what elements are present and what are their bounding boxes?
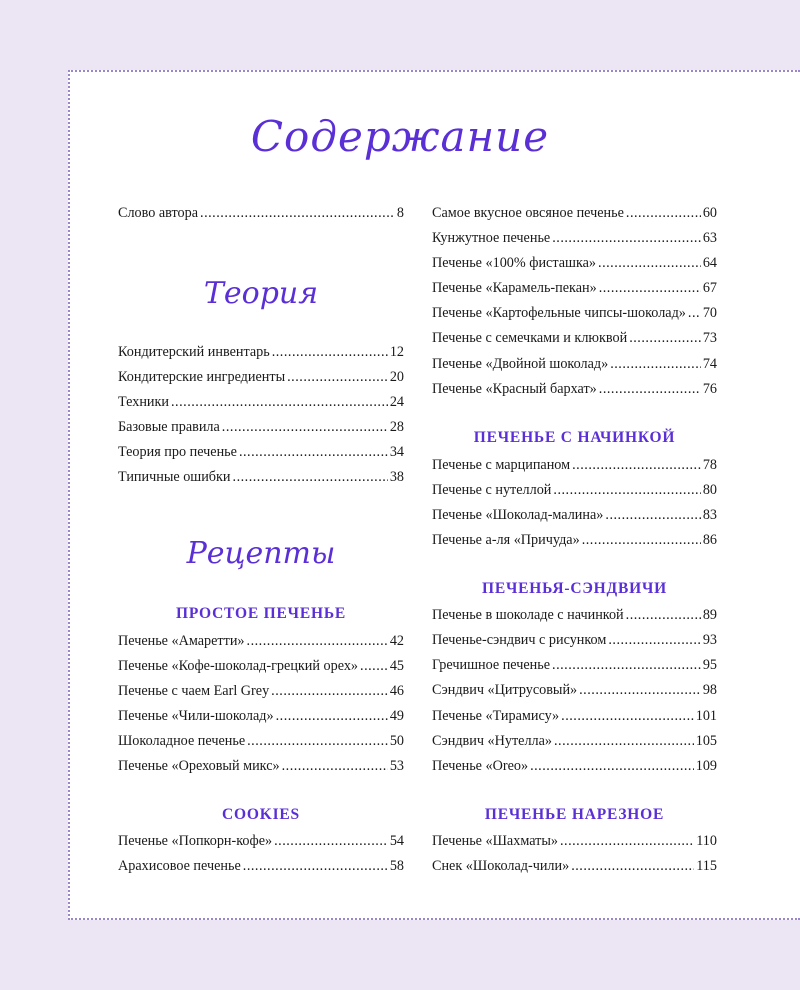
toc-label: Сэндвич «Цитрусовый» — [432, 682, 578, 698]
toc-entry[interactable] — [432, 831, 717, 851]
toc-label: Печенье «Шоколад-малина» — [432, 507, 604, 523]
toc-label: Печенье «Попкорн-кофе» — [118, 833, 273, 849]
category-heading-simple: ПРОСТОЕ ПЕЧЕНЬЕ — [175, 605, 347, 622]
toc-entry[interactable] — [432, 455, 717, 475]
toc-entry[interactable] — [432, 731, 717, 751]
toc-page-number: 83 — [702, 507, 717, 523]
toc-label: Печенье «Красный бархат» — [432, 381, 597, 397]
toc-leader-dots — [530, 756, 694, 776]
toc-page-number: 8 — [396, 205, 404, 221]
toc-entry[interactable] — [432, 505, 717, 525]
toc-entry[interactable] — [432, 530, 717, 550]
toc-leader-dots — [629, 328, 701, 348]
toc-label: Шоколадное печенье — [118, 733, 246, 749]
toc-entry[interactable] — [432, 630, 717, 650]
toc-entry[interactable] — [118, 731, 404, 751]
toc-entry[interactable] — [432, 756, 717, 776]
category-heading-sliced: ПЕЧЕНЬЕ НАРЕЗНОЕ — [484, 806, 665, 823]
toc-label: Печенье «Шахматы» — [432, 833, 558, 849]
toc-leader-dots — [276, 706, 388, 726]
toc-page-number: 89 — [702, 607, 717, 623]
toc-label: Печенье «Тирамису» — [432, 708, 560, 724]
toc-page-number: 34 — [389, 444, 404, 460]
toc-page-number: 95 — [702, 657, 717, 673]
toc-page-number: 110 — [696, 833, 717, 849]
toc-entry[interactable] — [432, 480, 717, 500]
toc-leader-dots — [626, 605, 701, 625]
toc-page-number: 60 — [702, 205, 717, 221]
toc-entry[interactable] — [432, 605, 717, 625]
toc-label: Печенье «Амаретти» — [118, 633, 245, 649]
toc-entry[interactable] — [118, 681, 404, 701]
toc-label: Кондитерский инвентарь — [118, 344, 270, 360]
toc-entry[interactable] — [118, 467, 404, 487]
toc-label: Печенье в шоколаде с начинкой — [432, 607, 624, 623]
toc-page-number: 98 — [702, 682, 717, 698]
toc-entry-author-foreword[interactable] — [118, 203, 404, 223]
toc-page-number: 38 — [389, 469, 404, 485]
toc-label: Гречишное печенье — [432, 657, 551, 673]
toc-label: Печенье «100% фисташка» — [432, 255, 597, 271]
toc-leader-dots — [247, 631, 388, 651]
toc-entry[interactable] — [118, 342, 404, 362]
toc-label: Кондитерские ингредиенты — [118, 369, 286, 385]
toc-label: Печенье «Карамель-пекан» — [432, 280, 597, 296]
toc-entry[interactable] — [432, 203, 717, 223]
section-heading-theory: Теория — [203, 276, 319, 311]
toc-entry[interactable] — [432, 303, 717, 323]
toc-label: Печенье с нутеллой — [432, 482, 552, 498]
toc-leader-dots — [598, 253, 701, 273]
toc-page-number: 54 — [389, 833, 404, 849]
toc-page-number: 24 — [389, 394, 404, 410]
toc-page-number: 20 — [389, 369, 404, 385]
toc-leader-dots — [243, 856, 388, 876]
toc-page-number: 42 — [389, 633, 404, 649]
toc-page-number: 63 — [702, 230, 717, 246]
toc-leader-dots — [608, 630, 700, 650]
toc-leader-dots — [599, 278, 701, 298]
toc-entry[interactable] — [118, 706, 404, 726]
toc-page-number: 101 — [695, 708, 717, 724]
toc-page-number: 53 — [389, 758, 404, 774]
toc-entry[interactable] — [432, 253, 717, 273]
toc-page-number: 80 — [702, 482, 717, 498]
toc-label: Печенье «Ореховый микс» — [118, 758, 280, 774]
toc-page-number: 12 — [389, 344, 404, 360]
toc-page-number: 70 — [702, 305, 717, 321]
toc-entry[interactable] — [432, 655, 717, 675]
toc-leader-dots — [282, 756, 388, 776]
toc-page-number: 109 — [695, 758, 717, 774]
toc-page-number: 93 — [702, 632, 717, 648]
toc-leader-dots — [582, 530, 701, 550]
toc-leader-dots — [287, 367, 388, 387]
toc-entry[interactable] — [118, 367, 404, 387]
toc-entry[interactable] — [118, 831, 404, 851]
toc-label: Самое вкусное овсяное печенье — [432, 205, 624, 221]
toc-entry[interactable] — [432, 278, 717, 298]
toc-leader-dots — [271, 681, 388, 701]
toc-leader-dots — [560, 831, 694, 851]
toc-leader-dots — [553, 480, 700, 500]
toc-leader-dots — [272, 342, 388, 362]
toc-leader-dots — [599, 379, 701, 399]
toc-leader-dots — [222, 417, 388, 437]
toc-leader-dots — [605, 505, 700, 525]
toc-leader-dots — [561, 706, 694, 726]
toc-entry[interactable] — [432, 328, 717, 348]
toc-leader-dots — [572, 455, 701, 475]
toc-label: Печенье «Кофе-шоколад-грецкий орех» — [118, 658, 359, 674]
toc-page-number: 49 — [389, 708, 404, 724]
category-heading-sandwich: ПЕЧЕНЬЯ-СЭНДВИЧИ — [482, 580, 667, 597]
toc-leader-dots — [571, 856, 694, 876]
toc-leader-dots — [626, 203, 701, 223]
toc-entry[interactable] — [118, 392, 404, 412]
toc-entry[interactable] — [432, 856, 717, 876]
toc-page-number: 76 — [702, 381, 717, 397]
toc-leader-dots — [554, 731, 694, 751]
toc-entry[interactable] — [118, 442, 404, 462]
category-heading-filled: ПЕЧЕНЬЕ С НАЧИНКОЙ — [473, 429, 676, 446]
section-heading-recipes: Рецепты — [186, 536, 336, 571]
toc-label: Техники — [118, 394, 169, 410]
toc-entry[interactable] — [118, 756, 404, 776]
toc-leader-dots — [274, 831, 388, 851]
toc-page-number: 58 — [389, 858, 404, 874]
toc-page-number: 46 — [389, 683, 404, 699]
toc-entry[interactable] — [118, 856, 404, 876]
toc-entry[interactable] — [432, 228, 717, 248]
toc-entry[interactable] — [118, 656, 404, 676]
toc-page-number: 74 — [702, 356, 717, 372]
toc-page-number: 64 — [702, 255, 717, 271]
toc-leader-dots — [247, 731, 388, 751]
toc-leader-dots — [200, 203, 395, 223]
toc-entry[interactable] — [118, 631, 404, 651]
toc-label: Сэндвич «Нутелла» — [432, 733, 552, 749]
toc-entry[interactable] — [432, 354, 717, 374]
toc-leader-dots — [171, 392, 388, 412]
toc-label: Типичные ошибки — [118, 469, 231, 485]
toc-leader-dots — [552, 228, 701, 248]
toc-label: Базовые правила — [118, 419, 220, 435]
toc-label: Печенье «Картофельные чипсы-шоколад» — [432, 305, 686, 321]
toc-label: Печенье с семечками и клюквой — [432, 330, 628, 346]
toc-label: Кунжутное печенье — [432, 230, 551, 246]
toc-page-number: 78 — [702, 457, 717, 473]
toc-page-number: 115 — [696, 858, 717, 874]
toc-page-number: 73 — [702, 330, 717, 346]
toc-leader-dots — [688, 303, 701, 323]
toc-label: Арахисовое печенье — [118, 858, 241, 874]
toc-leader-dots — [239, 442, 388, 462]
toc-entry[interactable] — [432, 379, 717, 399]
toc-page-number: 67 — [702, 280, 717, 296]
toc-label: Печенье «Двойной шоколад» — [432, 356, 609, 372]
toc-page-number: 45 — [389, 658, 404, 674]
toc-leader-dots — [360, 656, 388, 676]
toc-leader-dots — [610, 354, 701, 374]
toc-label: Печенье с чаем Earl Grey — [118, 683, 270, 699]
toc-leader-dots — [579, 680, 701, 700]
toc-page-number: 105 — [695, 733, 717, 749]
toc-page-number: 86 — [702, 532, 717, 548]
toc-leader-dots — [552, 655, 701, 675]
toc-label: Снек «Шоколад-чили» — [432, 858, 570, 874]
toc-label: Печенье «Oreo» — [432, 758, 529, 774]
toc-entry[interactable] — [118, 417, 404, 437]
toc-label: Теория про печенье — [118, 444, 237, 460]
toc-page-number: 50 — [389, 733, 404, 749]
toc-label: Печенье с марципаном — [432, 457, 571, 473]
page-title: Содержание — [250, 112, 550, 161]
toc-entry[interactable] — [432, 706, 717, 726]
toc-label: Печенье «Чили-шоколад» — [118, 708, 274, 724]
toc-label: Печенье а-ля «Причуда» — [432, 532, 580, 548]
toc-entry[interactable] — [432, 680, 717, 700]
toc-page-number: 28 — [389, 419, 404, 435]
category-heading-cookies: COOKIES — [222, 806, 300, 823]
toc-label: Слово автора — [118, 205, 199, 221]
toc-leader-dots — [233, 467, 388, 487]
toc-label: Печенье-сэндвич с рисунком — [432, 632, 607, 648]
